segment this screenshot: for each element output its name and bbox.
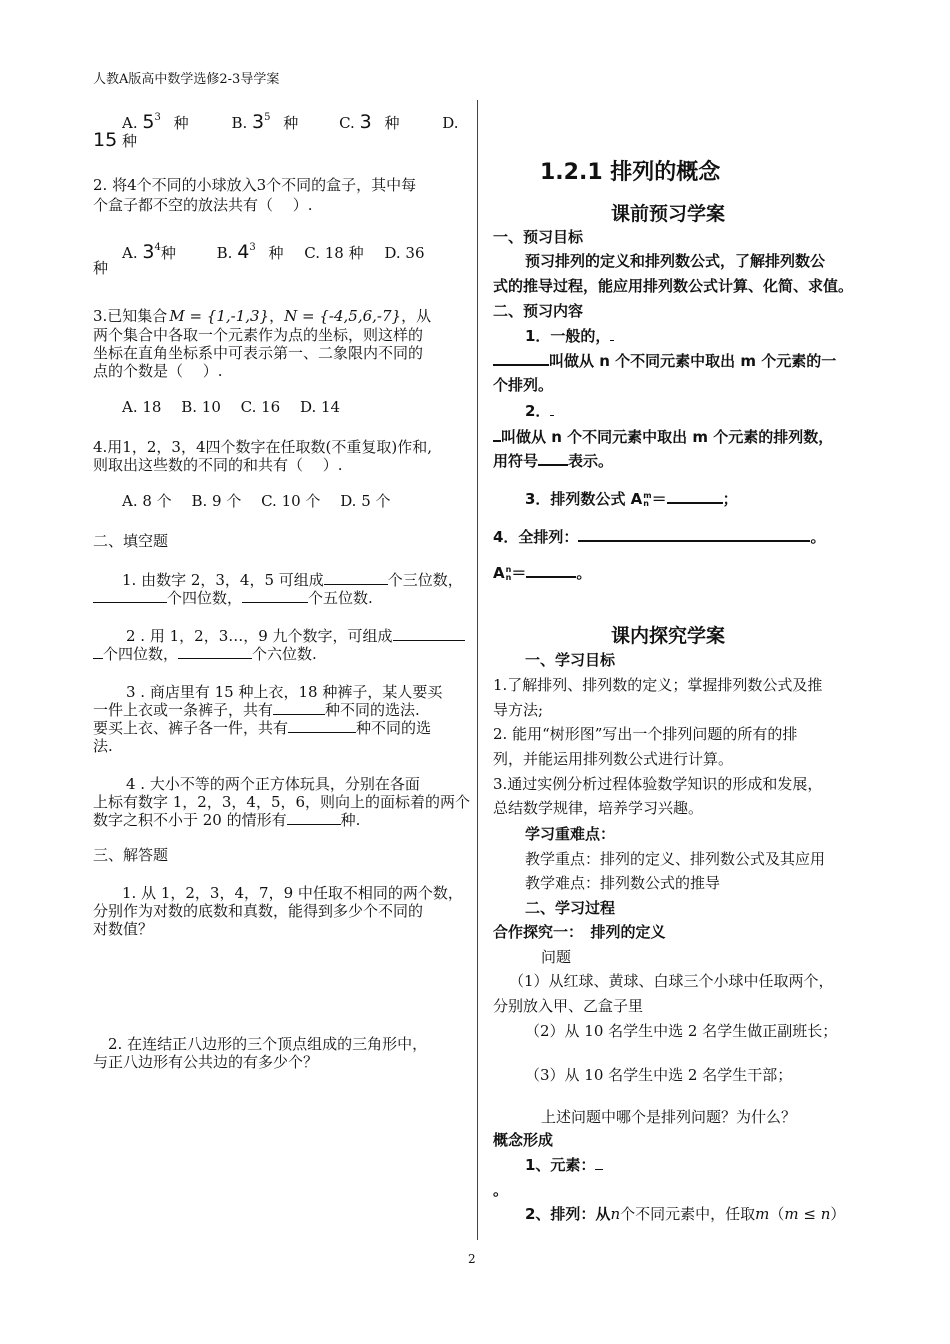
q1-options: A. $5^3$ 种 B. $3^5$ 种 C. 3 种 D. xyxy=(122,111,459,133)
question-1b: 分别放入甲、乙盒子里 xyxy=(493,997,644,1015)
question-label: 问题 xyxy=(541,948,572,966)
preview-item3-formula: 3．排列数公式 Am n ＝ ； xyxy=(525,490,738,508)
fill1-line1: 1. 由数字 2，3，4，5 可组成 个三位数， xyxy=(122,571,463,589)
preview-content-heading: 二、预习内容 xyxy=(493,302,584,320)
q4-line2: 则取出这些数的不同的和共有（ ）. xyxy=(93,456,343,474)
column-divider xyxy=(477,100,478,1240)
fill4-line2: 上标有数字 1，2，3，4，5，6，则向上的面标着的两个 xyxy=(93,793,471,811)
q2-option-d-unit: 种 xyxy=(93,259,109,277)
ans1-line1: 1. 从 1，2，3，4，7，9 中任取不相同的两个数， xyxy=(122,884,463,902)
in-class-heading: 课内探究学案 xyxy=(611,625,726,647)
question-2: （2）从 10 名学生中选 2 名学生做正副班长； xyxy=(525,1022,838,1040)
concept-element: 1、元素： xyxy=(525,1155,603,1175)
preview-item2-line2: 叫做从 n 个不同元素中取出 m 个元素的排列数， xyxy=(493,426,833,447)
page-header: 人教A版高中数学选修2-3导学案 xyxy=(93,72,280,87)
q2-line2: 个盒子都不空的放法共有（ ）. xyxy=(93,196,313,214)
preview-item4-full-permutation: 4．全排列： 。 xyxy=(493,528,826,546)
q4-options: A. 8 个 B. 9 个 C. 10 个 D. 5 个 xyxy=(122,492,391,510)
preview-item1-label: 1．一般的， xyxy=(525,326,614,346)
fill3-line1: 3 . 商店里有 15 种上衣，18 种裤子，某人要买 xyxy=(126,683,443,701)
ans2-line2: 与正八边形有公共边的有多少个？ xyxy=(93,1053,319,1071)
learning-goal-heading: 一、学习目标 xyxy=(525,651,616,669)
fill4-line1: 4 . 大小不等的两个正方体玩具，分别在各面 xyxy=(126,775,420,793)
fill2-line2: 个四位数， 个六位数. xyxy=(93,644,317,664)
learning-goal-1b: 导方法; xyxy=(493,701,544,719)
q3-line4: 点的个数是（ ）. xyxy=(93,362,223,380)
fill3-line3: 要买上衣、裤子各一件，共有 种不同的选 xyxy=(93,719,432,737)
fill3-line2: 一件上衣或一条裤子，共有 种不同的选法. xyxy=(93,701,420,719)
preview-item5-formula: An n＝ 。 xyxy=(493,564,592,582)
ans1-line2: 分别作为对数的底数和真数，能得到多少个不同的 xyxy=(93,902,424,920)
fill4-line3: 数字之积不小于 20 的情形有 种. xyxy=(93,811,361,829)
question-3: （3）从 10 名学生中选 2 名学生干部； xyxy=(525,1066,793,1084)
lesson-title: 1.2.1 排列的概念 xyxy=(540,160,721,185)
cooperative-inquiry-heading: 合作探究一： 排列的定义 xyxy=(493,923,666,941)
preview-item1-line2: 叫做从 n 个不同元素中取出 m 个元素的一 xyxy=(493,350,836,371)
learning-goal-3b: 总结数学规律，培养学习兴趣。 xyxy=(493,799,704,817)
question-1a: （1）从红球、黄球、白球三个小球中任取两个， xyxy=(509,972,834,990)
fill2-line1: 2 . 用 1，2，3…，9 九个数字，可组成 xyxy=(126,626,465,646)
fill1-line2: 个四位数， 个五位数. xyxy=(93,588,373,608)
page-number: 2 xyxy=(468,1252,476,1266)
q4-line1: 4.用1，2，3，4四个数字在任取数(不重复取)作和, xyxy=(93,438,432,456)
q2-options: A. $3^4$种 B. $4^3$ 种 C. 18 种 D. 36 xyxy=(122,241,425,263)
preview-goal-line2: 式的推导过程，能应用排列数公式计算、化简、求值。 xyxy=(493,277,854,295)
concept-permutation: 2、排列：从n个不同元素中，任取m（m ≤ n） xyxy=(525,1205,846,1223)
preview-item1-line3: 个排列。 xyxy=(493,376,554,394)
preview-goal-line1: 预习排列的定义和排列数公式，了解排列数公 xyxy=(525,252,826,270)
q3-line2: 两个集合中各取一个元素作为点的坐标，则这样的 xyxy=(93,326,424,344)
learning-goal-1a: 1.了解排列、排列数的定义；掌握排列数公式及推 xyxy=(493,676,823,694)
section-answer: 三、解答题 xyxy=(93,846,169,864)
preview-goal-heading: 一、预习目标 xyxy=(493,228,584,246)
concept-formation-heading: 概念形成 xyxy=(493,1131,554,1149)
key-point-difficulty: 教学难点：排列数公式的推导 xyxy=(525,874,721,892)
q3-options: A. 18 B. 10 C. 16 D. 14 xyxy=(122,398,341,416)
ans1-line3: 对数值？ xyxy=(93,920,154,938)
key-point-focus: 教学重点：排列的定义、排列数公式及其应用 xyxy=(525,850,826,868)
preview-item2-line3: 用符号 表示。 xyxy=(493,452,614,470)
preview-item2-label: 2． xyxy=(525,401,554,421)
ans2-line1: 2. 在连结正八边形的三个顶点组成的三角形中， xyxy=(108,1035,428,1053)
which-question: 上述问题中哪个是排列问题？为什么？ xyxy=(541,1108,797,1126)
learning-goal-2b: 列，并能运用排列数公式进行计算。 xyxy=(493,750,734,768)
q3-line1: 3.已知集合 M = {1,-1,3}，N = {-4,5,6,-7}，从 xyxy=(93,307,432,325)
fill3-line4: 法. xyxy=(93,737,113,755)
learning-goal-3a: 3.通过实例分析过程体验数学知识的形成和发展， xyxy=(493,775,823,793)
learning-goal-2a: 2. 能用“树形图”写出一个排列问题的所有的排 xyxy=(493,725,798,743)
preview-heading: 课前预习学案 xyxy=(611,203,726,225)
learning-process-heading: 二、学习过程 xyxy=(525,899,616,917)
q3-line3: 坐标在直角坐标系中可表示第一、二象限内不同的 xyxy=(93,344,424,362)
q2-line1: 2. 将4个不同的小球放入3个不同的盒子，其中每 xyxy=(93,176,417,194)
q1-option-d-value: 15 种 xyxy=(93,129,137,151)
key-points-heading: 学习重难点： xyxy=(525,825,616,843)
concept-element-end: 。 xyxy=(493,1181,509,1199)
section-fill-in: 二、填空题 xyxy=(93,532,169,550)
